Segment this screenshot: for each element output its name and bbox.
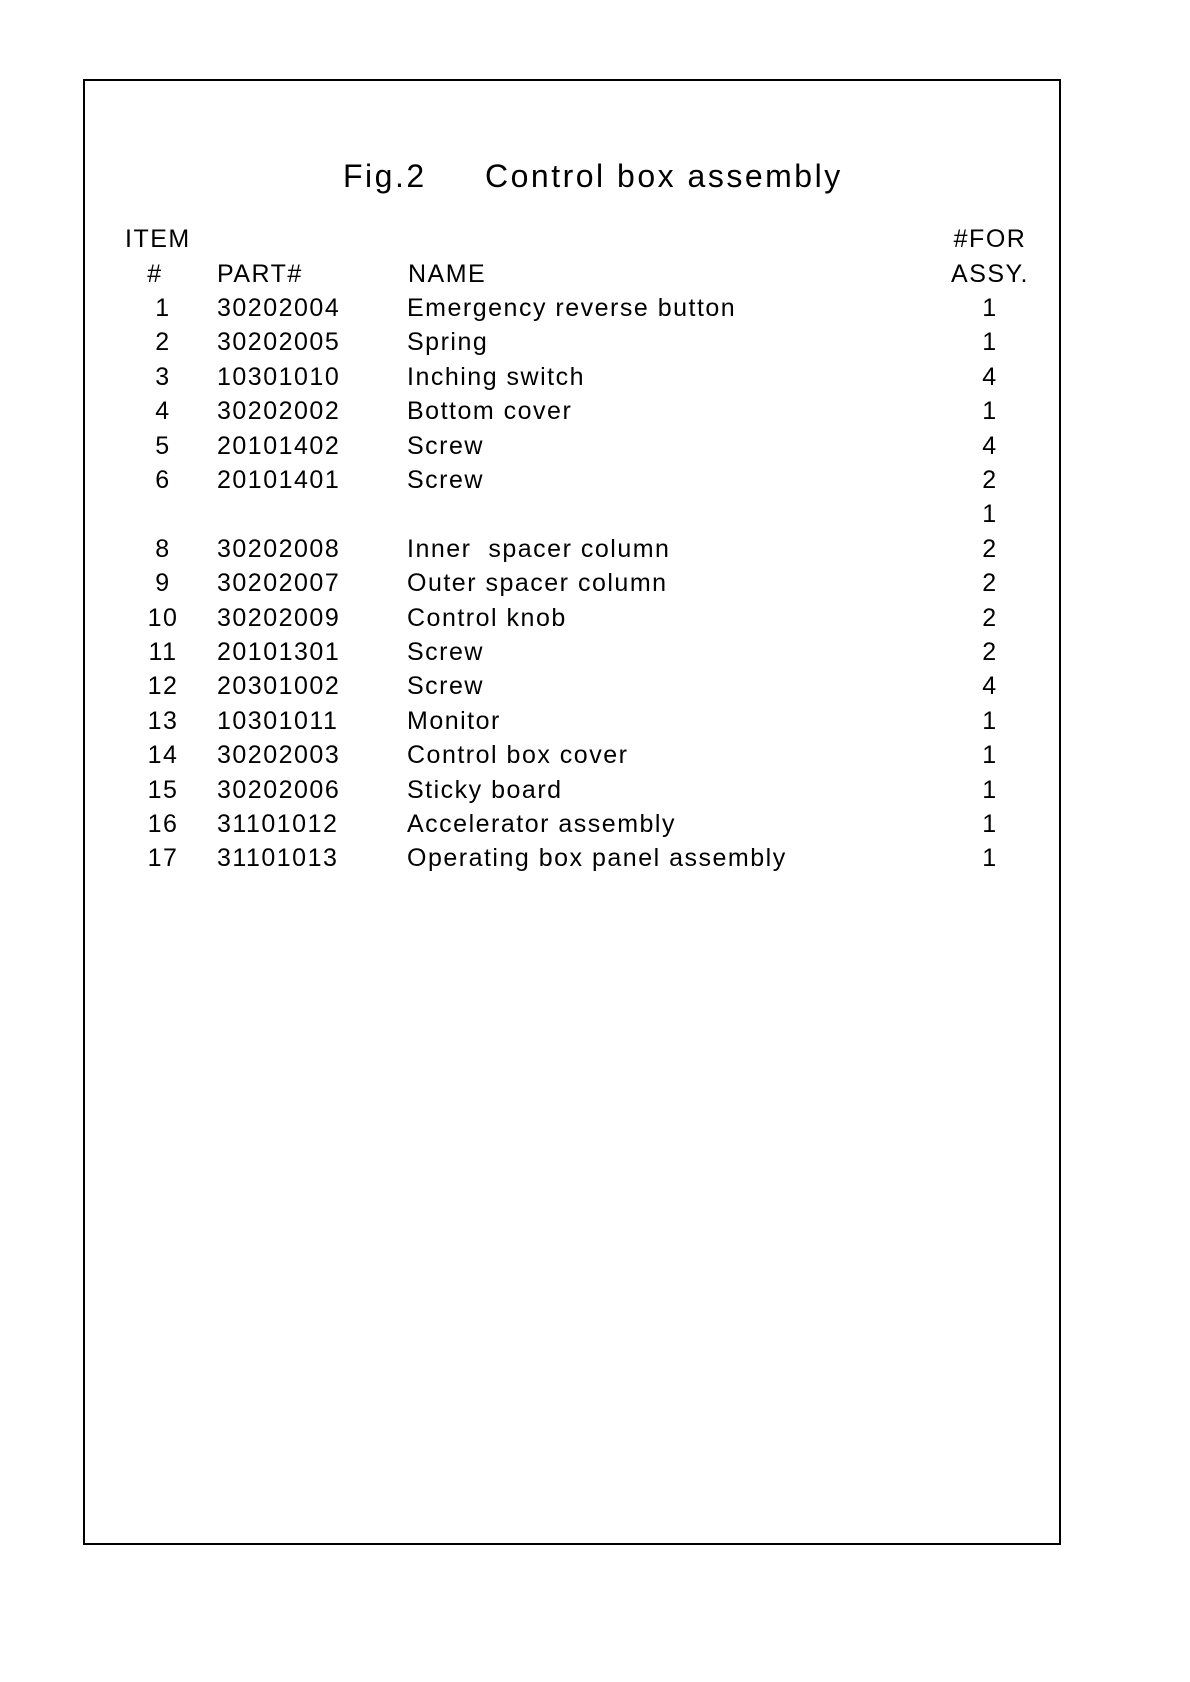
- row-quantity: 2: [982, 604, 998, 632]
- row-quantity: 4: [982, 672, 998, 700]
- row-part-name: Emergency reverse button: [407, 294, 737, 322]
- row-part-name: Sticky board: [407, 776, 563, 804]
- row-part-number: 30202005: [217, 328, 341, 356]
- row-part-number: 20101401: [217, 466, 341, 494]
- row-quantity: 1: [982, 741, 998, 769]
- row-part-number: 20101402: [217, 432, 341, 460]
- row-quantity: 4: [982, 432, 998, 460]
- row-quantity: 1: [982, 707, 998, 735]
- row-quantity: 1: [982, 810, 998, 838]
- row-part-number: 30202003: [217, 741, 341, 769]
- row-part-name: Screw: [407, 432, 484, 460]
- row-item-number: 8: [155, 535, 171, 563]
- row-quantity: 1: [982, 397, 998, 425]
- row-item-number: 17: [147, 844, 179, 872]
- row-part-number: 30202006: [217, 776, 341, 804]
- row-part-number: 20301002: [217, 672, 341, 700]
- row-part-number: 31101012: [217, 810, 339, 838]
- row-quantity: 2: [982, 466, 998, 494]
- row-part-number: 20101301: [217, 638, 341, 666]
- row-quantity: 2: [982, 569, 998, 597]
- row-part-number: 30202008: [217, 535, 341, 563]
- row-part-name: Spring: [407, 328, 489, 356]
- row-quantity: 1: [982, 776, 998, 804]
- row-part-name: Control knob: [407, 604, 567, 632]
- row-item-number: 2: [155, 328, 171, 356]
- row-item-number: 10: [147, 604, 179, 632]
- row-part-number: 30202002: [217, 397, 341, 425]
- row-part-name: Inner spacer column: [407, 535, 671, 563]
- row-item-number: 11: [148, 638, 178, 666]
- row-part-number: 30202009: [217, 604, 341, 632]
- row-quantity: 4: [982, 363, 998, 391]
- row-quantity: 2: [982, 535, 998, 563]
- row-part-number: 30202004: [217, 294, 341, 322]
- row-part-name: Operating box panel assembly: [407, 844, 787, 872]
- figure-title: Control box assembly: [485, 158, 843, 194]
- row-part-name: Outer spacer column: [407, 569, 668, 597]
- row-part-number: 10301011: [217, 707, 339, 735]
- row-part-name: Bottom cover: [407, 397, 573, 425]
- row-item-number: 1: [155, 294, 171, 322]
- header-qty-label: #FOR: [953, 225, 1027, 253]
- row-item-number: 6: [155, 466, 171, 494]
- row-quantity: 1: [982, 328, 998, 356]
- row-item-number: 3: [155, 363, 171, 391]
- row-part-number: 30202007: [217, 569, 341, 597]
- row-part-name: Screw: [407, 466, 484, 494]
- row-item-number: 12: [147, 672, 179, 700]
- header-item-label: ITEM: [125, 225, 191, 253]
- row-part-name: Control box cover: [407, 741, 629, 769]
- row-quantity: 1: [982, 294, 998, 322]
- row-item-number: 15: [147, 776, 179, 804]
- row-part-name: Accelerator assembly: [407, 810, 676, 838]
- row-item-number: 14: [147, 741, 179, 769]
- header-item-number-label: #: [147, 260, 163, 288]
- figure-number: Fig.2: [343, 158, 427, 194]
- header-name-label: NAME: [408, 260, 487, 288]
- row-quantity: 1: [982, 844, 998, 872]
- row-item-number: 16: [147, 810, 179, 838]
- row-quantity: 2: [982, 638, 998, 666]
- row-part-number: 31101013: [217, 844, 339, 872]
- row-item-number: 5: [155, 432, 171, 460]
- row-item-number: 9: [155, 569, 171, 597]
- header-assy-label: ASSY.: [951, 260, 1029, 288]
- row-part-name: Inching switch: [407, 363, 586, 391]
- row-quantity: 1: [982, 500, 998, 528]
- row-item-number: 13: [147, 707, 179, 735]
- row-part-name: Screw: [407, 638, 484, 666]
- header-part-label: PART#: [217, 260, 303, 288]
- row-part-name: Screw: [407, 672, 484, 700]
- row-part-name: Monitor: [407, 707, 501, 735]
- row-item-number: 4: [155, 397, 171, 425]
- row-part-number: 10301010: [217, 363, 341, 391]
